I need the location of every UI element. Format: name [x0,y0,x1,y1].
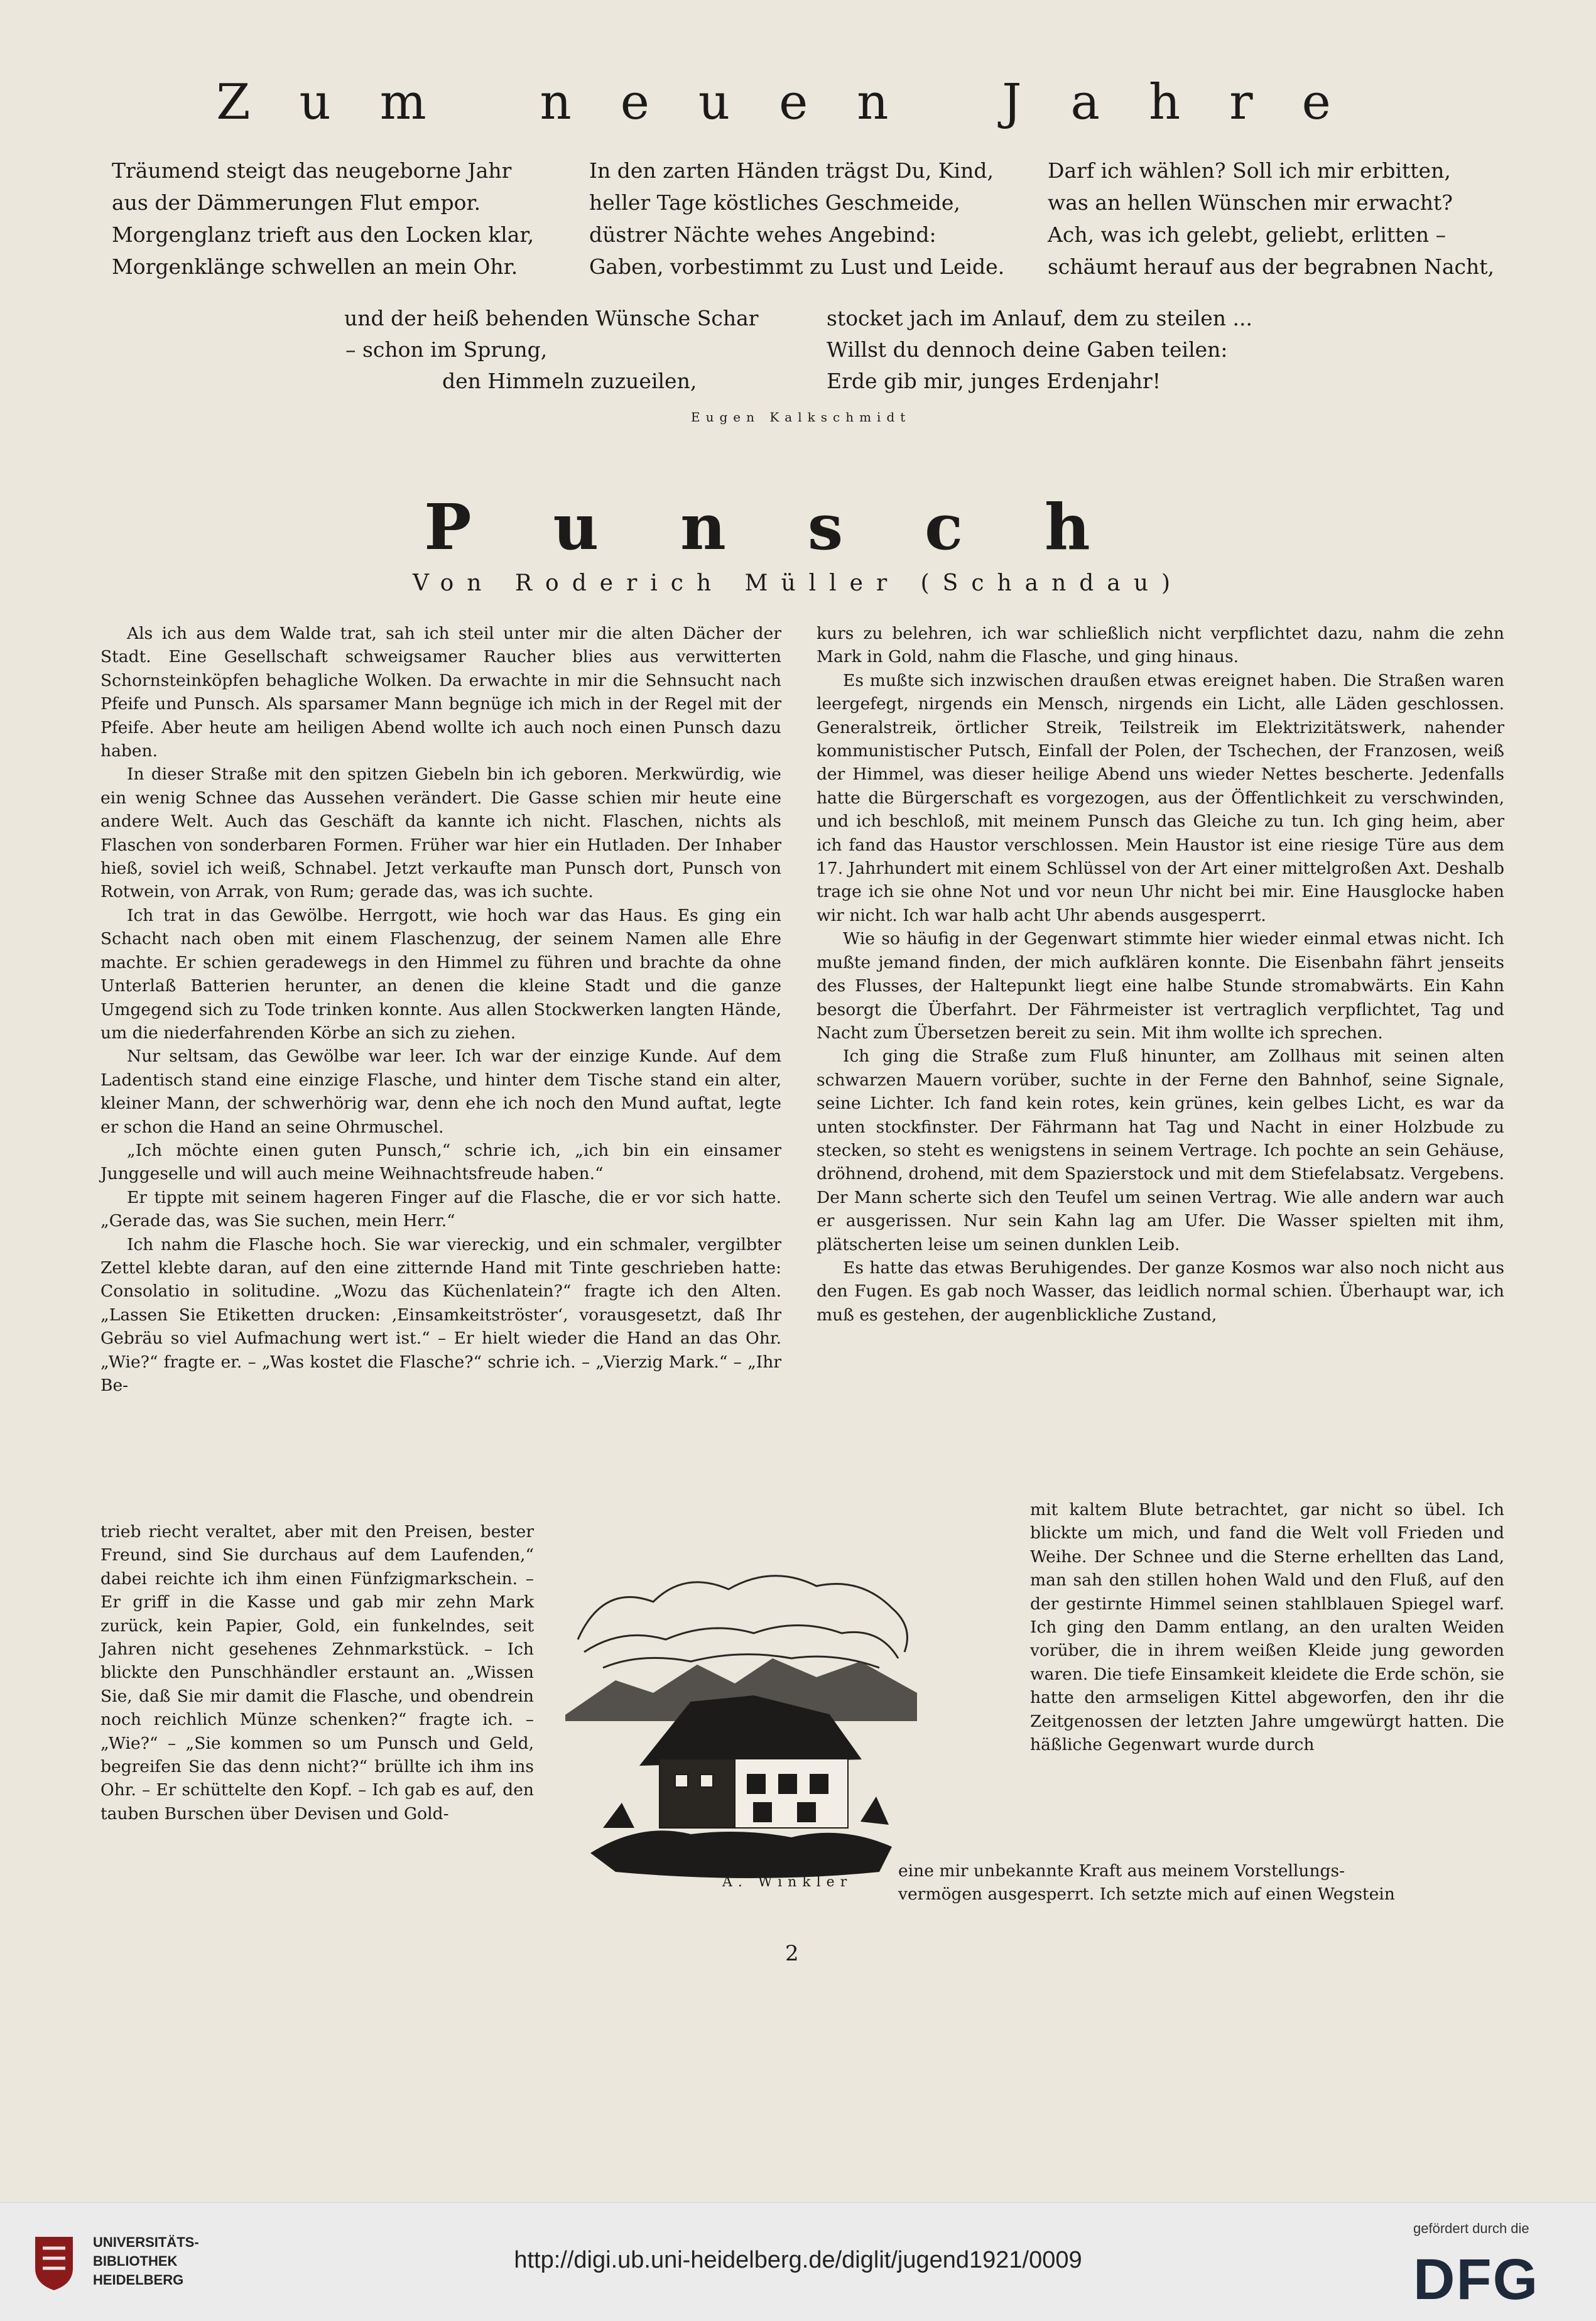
poem-line: was an hellen Wünschen mir erwacht? [1048,190,1453,215]
paragraph: Wie so häufig in der Gegenwart stimmte hier wieder einmal etwas nicht. Ich mußte jemand finden, der mich aufklären konnte. Die Eisenbahn fährt jenseits des Flusses, der Haltepunkt liegt eine halbe Stunde stromabwärts. Ein Kahn besorgt die Überfahrt. Der Fährmeister ist vertraglich verpflichtet, Tag und Nacht zum Übersetzen bereit zu sein. Mit ihm wollte ich sprechen. [817,929,1504,1043]
poem-stanza-3 [1048,155,1494,283]
right-column [817,622,1504,1327]
story-title: Punsch [424,490,1172,564]
paragraph: mit kaltem Blute betrachtet, gar nicht so übel. Ich blickte um mich, und fand die Welt voll Frieden und Weihe. Der Schnee und die Sterne erhellten das Land, man sah den stillen hohen Wald und den Fluß, auf den der gestirnte Himmel seinen stahlblauen Spiegel warf. Ich ging den Damm entlang, an den uralten Weiden vorüber, die in ihrem weißen Kleide jung geworden waren. Die tiefe Einsamkeit kleidete die Erde schön, sie hatte den armseligen Kittel abgeworfen, den ihr die Zeitgenossen der letzten Jahre umgewürgt hatten. Die häßliche Gegenwart wurde durch [1030,1500,1504,1755]
poem-line: schäumt herauf aus der begrabnen Nacht, [1048,254,1495,279]
institution-line: UNIVERSITÄTS- [93,2234,199,2250]
poem-line: Willst du dennoch deine Gaben teilen: [827,337,1228,362]
poem-final-right [827,303,1252,397]
poem-line: stocket jach im Anlauf, dem zu steilen ... [827,306,1253,330]
poem-stanza-1 [112,155,534,283]
paragraph: Ich ging die Straße zum Fluß hinunter, am Zollhaus mit seinen alten schwarzen Mauern vorüber, suchte in der Ferne den Bahnhof, seine Signale, seine Lichter. Ich fand kein rotes, kein grünes, kein gelbes Licht, es war da unten stockfinster. Der Fährmann hat Tag und Nacht in einer Holzbude zu stecken, so steht es wenigstens in seinem Vertrage. Ich pochte an sein Gehäuse, dröhnend, drohend, mit dem Spazierstock und mit dem Stiefelabsatz. Vergebens. Der Mann scherte sich den Teufel um seinen Vertrag. Wie alle andern war auch er ausgerissen. Nur sein Kahn lag am Ufer. Die Wasser spielten mit ihm, plätscherten leise um seinen dunklen Leib. [817,1046,1504,1254]
farmhouse-illustration [565,1558,917,1884]
text-line: eine mir unbekannte Kraft aus meinem Vorstellungs- [898,1861,1345,1881]
paragraph: Ich nahm die Flasche hoch. Sie war viereckig, und ein schmaler, vergilbter Zettel klebte daran, auf den eine zitternde Hand mit Tinte geschrieben hatte: Consolatio in solitudine. „Wozu das Küchenlatein?“ fragte ich den Alten. „Lassen Sie Etiketten drucken: ‚Einsamkeitströster‘, vorausgesetzt, daß Ihr Gebräu so viel Aufmachung wert ist.“ – Er hielt wieder die Hand an das Ohr. „Wie?“ fragte er. – „Was kostet die Flasche?“ schrie ich. – „Vierzig Mark.“ – „Ihr Be- [100,1234,781,1395]
sky-clouds [578,1576,908,1668]
permalink-url[interactable]: http://digi.ub.uni-heidelberg.de/diglit/jugend1921/0009 [514,2247,1082,2273]
right-column-narrow [1030,1498,1504,1756]
poem-line: aus der Dämmerungen Flut empor. [112,190,481,215]
viewer-footer [0,2202,1596,2321]
poem-line: Träumend steigt das neugeborne Jahr [112,158,512,183]
paragraph: „Ich möchte einen guten Punsch,“ schrie ich, „ich bin ein einsamer Junggeselle und will auch meine Weihnachtsfreude haben.“ [100,1140,781,1184]
poem-title: Zum neuen Jahre [216,74,1380,131]
poem-stanza-2 [589,155,1004,283]
page-number: 2 [785,1941,799,1966]
paragraph: Als ich aus dem Walde trat, sah ich steil unter mir die alten Dächer der Stadt. Eine Gesellschaft schweigsamer Raucher blies aus verwitterten Schornsteinköpfen behagliche Wolken. Da erwachte in mir die Sehnsucht nach Pfeife und Punsch. Als sparsamer Mann begnüge ich mich in der Regel mit der Pfeife. Aber heute am heiligen Abend wollte ich auch noch einen Punsch dazu haben. [100,624,781,761]
poem-line: Darf ich wählen? Soll ich mir erbitten, [1048,158,1451,183]
funding-note: gefördert durch die [1413,2220,1529,2236]
poem-line: Morgenglanz trieft aus den Locken klar, [112,222,535,247]
poem-line: heller Tage köstliches Geschmeide, [589,190,960,215]
institution-line: HEIDELBERG [93,2272,184,2288]
poem-line: und der heiß behenden Wünsche Schar [344,306,759,330]
paragraph: trieb riecht veraltet, aber mit den Preisen, bester Freund, sind Sie durchaus auf dem Laufenden,“ dabei reichte ich ihm einen Fünfzigmarkschein. – Er griff in die Kasse und gab mir zehn Mark zurück, kein Papier, Gold, ein funkelndes, seit Jahren nicht gesehenes Zehnmarkstück. – Ich blickte den Punschhändler erstaunt an. „Wissen Sie, daß Sie mir damit die Flasche, und obendrein noch reichlich Münze schenken?“ fragte ich. – „Wie?“ – „Sie kommen so um Punsch und Geld, begreifen Sie das denn nicht?“ brüllte ich ihm ins Ohr. – Er schüttelte den Kopf. – Ich gab es auf, den tauben Burschen über Devisen und Gold- [100,1522,534,1824]
institution-line: BIBLIOTHEK [93,2253,178,2269]
poem-line: den Himmeln zuzueilen, [442,369,697,393]
paragraph: Nur seltsam, das Gewölbe war leer. Ich war der einzige Kunde. Auf dem Ladentisch stand eine einzige Flasche, und hinter dem Tische stand ein alter, kleiner Mann, der schwerhörig war, denn ehe ich noch den Mund auftat, legte er schon die Hand an seine Ohrmuschel. [100,1046,781,1137]
poem-author: Eugen Kalkschmidt [691,410,911,425]
poem-line: Ach, was ich gelebt, geliebt, erlitten – [1048,222,1447,247]
paragraph: Es mußte sich inzwischen draußen etwas ereignet haben. Die Straßen waren leergefegt, nirgends ein Mensch, nirgends ein Licht, alle Läden geschlossen. Generalstreik, örtlicher Streik, Teilstreik im Elektrizitätswerk, nahender kommunistischer Putsch, Einfall der Polen, der Tschechen, der Franzosen, weiß der Himmel, was dieser heilige Abend uns wieder Nettes bescherte. Jedenfalls hatte die Bürgerschaft es vorgezogen, aus der Öffentlichkeit zu verschwinden, und ich beschloß, mit meinem Punsch das Gleiche zu tun. Ich ging heim, aber ich fand das Haustor verschlossen. Mein Haustor ist eine riesige Türe aus dem 17. Jahrhundert mit einem Schlüssel von der Art einer mittelgroßen Axt. Deshalb trage ich sie ohne Not und vor neun Uhr nicht bei mir. Eine Hausglocke haben wir nicht. Ich war halb acht Uhr abends ausgesperrt. [817,670,1504,925]
paragraph: kurs zu belehren, ich war schließlich nicht verpflichtet dazu, nahm die zehn Mark in Gold, nahm die Flasche, und ging hinaus. [817,624,1504,667]
paragraph: Es hatte das etwas Beruhigendes. Der ganze Kosmos war also noch nicht aus den Fugen. Es gab noch Wasser, das leidlich normal schien. Überhaupt war, ich muß es gestehen, der augenblickliche Zustand, [817,1258,1504,1325]
right-column-bottom [898,1859,1504,1906]
poem-line: Erde gib mir, junges Erdenjahr! [827,369,1161,393]
paragraph: In dieser Straße mit den spitzen Giebeln bin ich geboren. Merkwürdig, wie ein wenig Schnee das Aussehen verändert. Die Gasse schien mir heute eine andere Welt. Auch das Geschäft da kannte ich nicht. Flaschen, nichts als Flaschen von sonderbaren Formen. Früher war hier ein Hutladen. Der Inhaber hieß, soviel ich weiß, Schnabel. Jetzt verkaufte man Punsch dort, Punsch von Rotwein, von Arrak, von Rum; gerade das, was ich suchte. [100,764,781,902]
illustration-credit: A. Winkler [722,1874,853,1890]
text-line: vermögen ausgesperrt. Ich setzte mich auf einen Wegstein [898,1884,1395,1905]
poem-line: düstrer Nächte wehes Angebind: [589,222,936,247]
paragraph: Ich trat in das Gewölbe. Herrgott, wie hoch war das Haus. Es ging ein Schacht nach oben mit einem Flaschenzug, der seinem Namen alle Ehre machte. Er schien geradewegs in den Himmel zu führen und brachte da ohne Unterlaß Batterien herunter, an denen die kleine Stadt und die ganze Umgegend sich zu Tode trinken konnte. Aus allen Stockwerken langten Hände, um die niederfahrenden Körbe an sich zu ziehen. [100,905,781,1043]
left-column [100,622,781,1397]
poem-final-left [344,303,759,397]
poem-line: In den zarten Händen trägst Du, Kind, [589,158,994,183]
poem-line: Morgenklänge schwellen an mein Ohr. [112,254,518,279]
poem-line: Gaben, vorbestimmt zu Lust und Leide. [589,254,1005,279]
story-byline: Von Roderich Müller (Schandau) [412,570,1184,596]
poem-line: – schon im Sprung, [345,337,548,362]
dfg-logo: DFG [1413,2248,1539,2312]
left-column-narrow [100,1520,534,1825]
paragraph: Er tippte mit seinem hageren Finger auf die Flasche, die er vor sich hatte. „Gerade das, was Sie suchen, mein Herr.“ [100,1187,781,1231]
